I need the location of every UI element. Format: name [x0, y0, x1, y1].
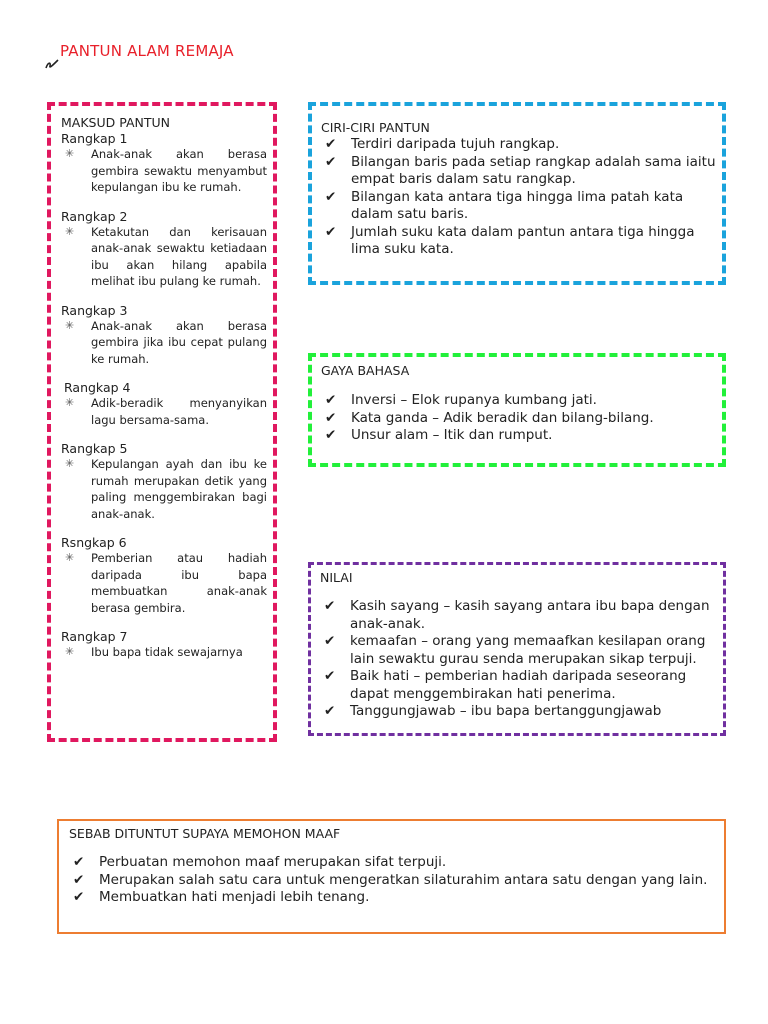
bullet-icon: ✳ [65, 645, 75, 658]
rangkap-2 [61, 209, 267, 290]
list-item: ✔ Terdiri daripada tujuh rangkap. [321, 136, 716, 154]
rangkap-4 [61, 380, 267, 428]
list-item: ✔ Kata ganda – Adik beradik dan bilang-bilang. [321, 410, 716, 428]
list-item: ✔ Merupakan salah satu cara untuk mengeratkan silaturahim antara satu dengan yang lain. [69, 872, 714, 890]
maksud-pantun-box [47, 102, 277, 742]
check-icon: ✔ [73, 871, 85, 888]
ciri-heading: CIRI-CIRI PANTUN [321, 120, 430, 135]
ciri-pantun-box [308, 102, 726, 285]
bullet-icon: ✳ [65, 457, 75, 470]
maksud-heading: MAKSUD PANTUN [61, 115, 170, 130]
rangkap-label: Rangkap 4 [64, 380, 131, 395]
list-item: ✔ kemaafan – orang yang memaafkan kesilapan orang lain sewaktu gurau senda merupakan sikap terpuji. [320, 633, 715, 668]
nilai-box [308, 562, 726, 736]
rangkap-text: Ibu bapa tidak sewajarnya [91, 645, 243, 659]
check-icon: ✔ [325, 427, 337, 443]
page-title: PANTUN ALAM REMAJA [60, 42, 234, 60]
list-item: ✔ Kasih sayang – kasih sayang antara ibu bapa dengan anak-anak. [320, 598, 715, 633]
check-icon: ✔ [324, 703, 336, 719]
rangkap-label: Rangkap 2 [61, 208, 128, 224]
list-item: ✔ Membuatkan hati menjadi lebih tenang. [69, 889, 714, 907]
bullet-icon: ✳ [65, 224, 75, 238]
check-icon: ✔ [325, 153, 337, 170]
rangkap-text: Kepulangan ayah dan ibu ke rumah merupakan detik yang paling menggembirakan bagi anak-anak. [91, 457, 267, 521]
rangkap-label: Rsngkap 6 [61, 535, 127, 550]
check-icon: ✔ [325, 409, 337, 426]
rangkap-text: Pemberian atau hadiah daripada ibu bapa membuatkan anak-anak berasa gembira. [91, 551, 267, 615]
sebab-box [57, 819, 726, 934]
bullet-icon: ✳ [65, 318, 75, 332]
rangkap-label: Rangkap 3 [61, 302, 128, 318]
check-icon: ✔ [324, 633, 336, 649]
rangkap-7 [61, 629, 267, 661]
list-item: ✔ Tanggungjawab – ibu bapa bertanggungjawab [320, 703, 715, 721]
check-icon: ✔ [325, 188, 337, 205]
bullet-icon: ✳ [65, 551, 75, 564]
list-item: ✔ Perbuatan memohon maaf merupakan sifat terpuji. [69, 854, 714, 872]
list-item: ✔ Jumlah suku kata dalam pantun antara tiga hingga lima suku kata. [321, 224, 716, 259]
rangkap-label: Rangkap 5 [61, 441, 128, 456]
rangkap-text: Anak-anak akan berasa gembira jika ibu cepat pulang ke rumah. [91, 318, 267, 366]
check-icon: ✔ [73, 889, 85, 905]
list-item: ✔ Bilangan baris pada setiap rangkap adalah sama iaitu empat baris dalam satu rangkap. [321, 154, 716, 189]
gaya-bahasa-box [308, 353, 726, 467]
rangkap-label: Rangkap 1 [61, 131, 128, 146]
sebab-heading: SEBAB DITUNTUT SUPAYA MEMOHON MAAF [69, 826, 341, 841]
list-item: ✔ Inversi – Elok rupanya kumbang jati. [321, 392, 716, 410]
gaya-heading: GAYA BAHASA [321, 363, 410, 378]
rangkap-1 [61, 131, 267, 196]
check-icon: ✔ [325, 136, 337, 152]
check-icon: ✔ [324, 668, 336, 684]
list-item: ✔ Bilangan kata antara tiga hingga lima patah kata dalam satu baris. [321, 189, 716, 224]
list-item: ✔ Unsur alam – Itik dan rumput. [321, 427, 716, 445]
rangkap-6 [61, 535, 267, 616]
arrow-squiggle-icon [44, 56, 60, 70]
bullet-icon: ✳ [65, 396, 75, 409]
list-item: ✔ Baik hati – pemberian hadiah daripada seseorang dapat menggembirakan hati penerima. [320, 668, 715, 703]
rangkap-text: Adik-beradik menyanyikan lagu bersama-sama. [91, 396, 267, 427]
check-icon: ✔ [325, 392, 337, 408]
rangkap-label: Rangkap 7 [61, 629, 128, 644]
check-icon: ✔ [73, 854, 85, 870]
rangkap-text: Ketakutan dan kerisauan anak-anak sewaktu ketiadaan ibu akan hilang apabila melihat ibu pulang ke rumah. [91, 224, 267, 288]
bullet-icon: ✳ [65, 147, 75, 160]
rangkap-3 [61, 303, 267, 368]
rangkap-5 [61, 441, 267, 522]
rangkap-text: Anak-anak akan berasa gembira sewaktu menyambut kepulangan ibu ke rumah. [91, 147, 267, 194]
check-icon: ✔ [324, 598, 336, 614]
nilai-heading: NILAI [320, 570, 353, 585]
check-icon: ✔ [325, 223, 337, 240]
